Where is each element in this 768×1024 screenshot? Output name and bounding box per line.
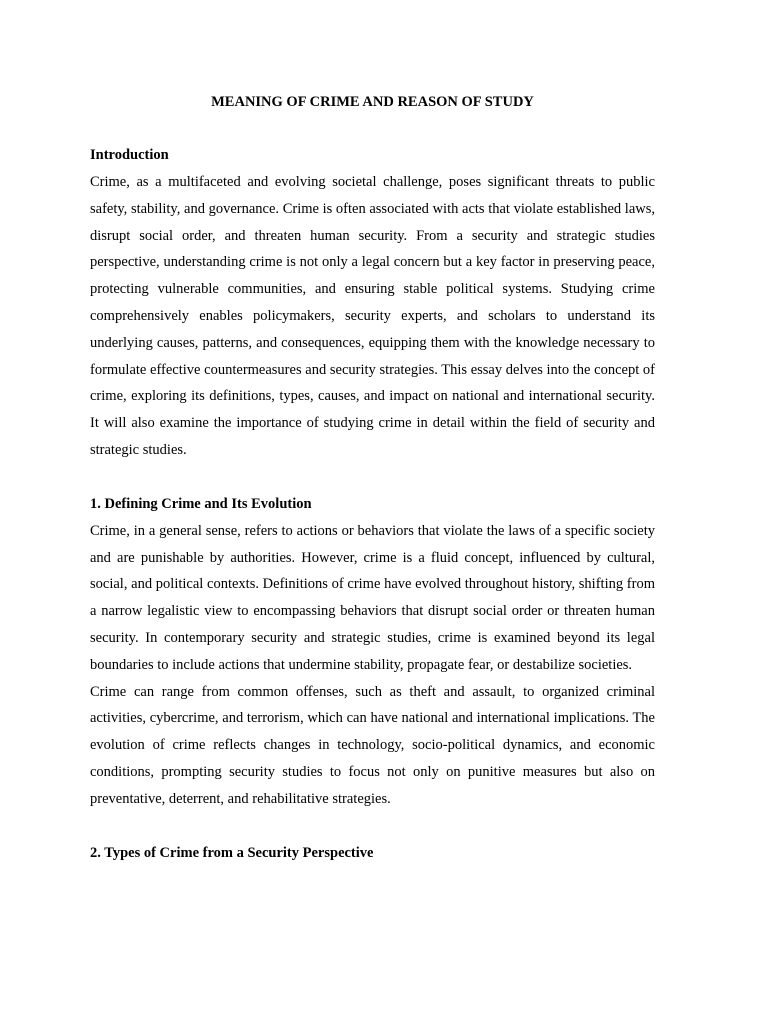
document-body: [90, 92, 655, 867]
document-title: MEANING OF CRIME AND REASON OF STUDY: [211, 94, 534, 110]
introduction-paragraph: Crime, as a multifaceted and evolving societal challenge, poses significant threats to public safety, stability, and governance. Crime is often associated with acts that violate established laws, disrupt social order, and threaten human security. From a security and strategic studies perspective, understanding crime is not only a legal concern but a key factor in preserving peace, protecting vulnerable communities, and ensuring stable political systems. Studying crime comprehensively enables policymakers, security experts, and scholars to understand its underlying causes, patterns, and consequences, equipping them with the knowledge necessary to formulate effective countermeasures and security strategies. This essay delves into the concept of crime, exploring its definitions, types, causes, and impact on national and international security. It will also examine the importance of studying crime in detail within the field of security and strategic studies.: [90, 174, 655, 458]
section-heading-introduction: Introduction: [90, 147, 169, 163]
defining-crime-paragraph-2: Crime can range from common offenses, such as theft and assault, to organized criminal activities, cybercrime, and terrorism, which can have national and international implications. The evolution of crime reflects changes in technology, socio-political dynamics, and economic conditions, prompting security studies to focus not only on punitive measures but also on preventative, deterrent, and rehabilitative strategies.: [90, 683, 655, 807]
section-heading-types-of-crime: 2. Types of Crime from a Security Perspective: [90, 844, 374, 861]
section-heading-defining-crime: 1. Defining Crime and Its Evolution: [90, 495, 312, 512]
defining-crime-paragraph-1: Crime, in a general sense, refers to actions or behaviors that violate the laws of a specific society and are punishable by authorities. However, crime is a fluid concept, influenced by cultural, social, and political contexts. Definitions of crime have evolved throughout history, shifting from a narrow legalistic view to encompassing behaviors that disrupt social order or threaten human security. In contemporary security and strategic studies, crime is examined beyond its legal boundaries to include actions that undermine stability, propagate fear, or destabilize societies.: [90, 522, 655, 673]
